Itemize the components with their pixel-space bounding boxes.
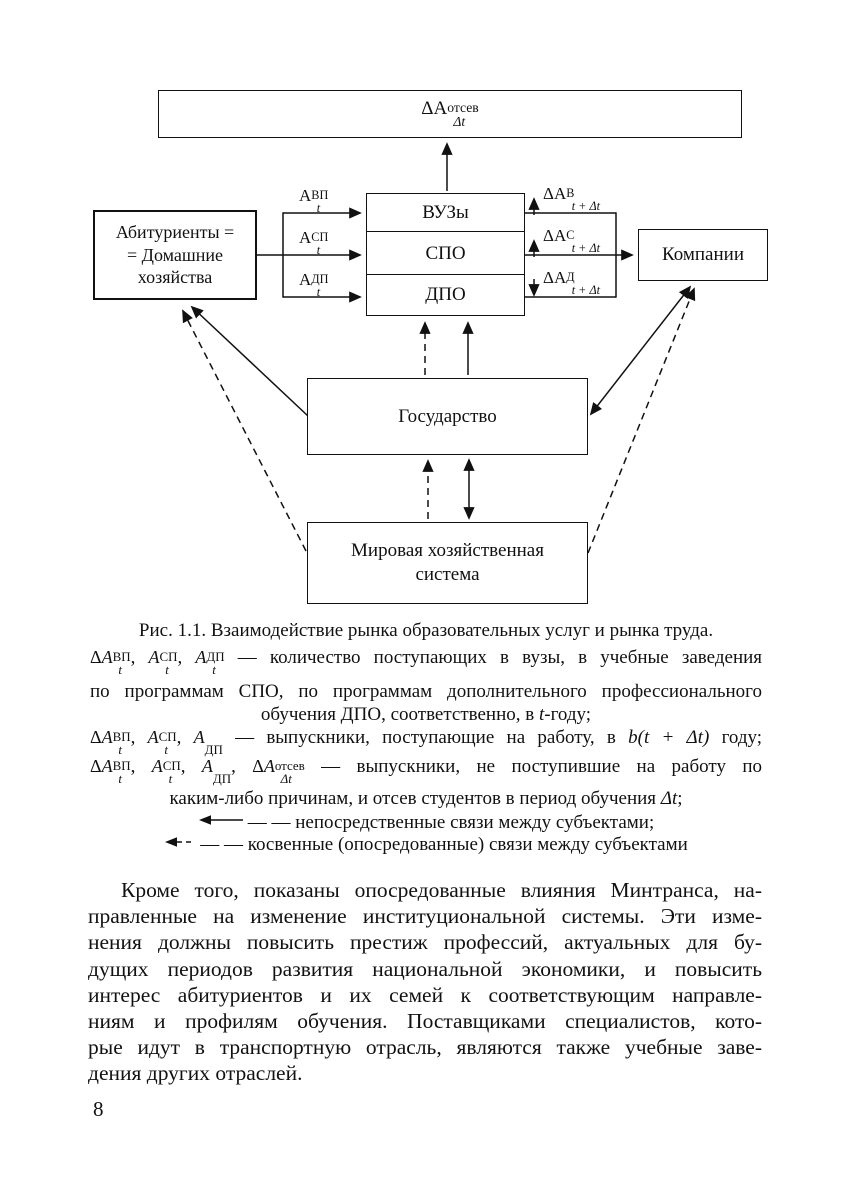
arrow-state-to-applicants <box>192 307 308 416</box>
legend-line-3: обучения ДПО, соответственно, в t-году; <box>260 704 592 725</box>
paragraph-line: рые идут в транспортную отрасль, являются также учебные заве- <box>88 1035 762 1060</box>
dropout-formula: ΔA отсев Δt <box>421 98 479 130</box>
body-paragraph <box>88 877 762 1087</box>
paragraph-line: правленные на изменение институциональной системы. Эти изме- <box>88 904 762 929</box>
paragraph-line: ниям и профилям обучения. Поставщиками специалистов, кото- <box>88 1009 762 1034</box>
label-avp-t: A ВП t <box>299 186 329 215</box>
dpo-box: ДПО <box>366 274 525 316</box>
legend-line-5: ΔA ВП t , A СП t , A ДП , ΔA отсев Δt — выпускники, не поступившие на работу по <box>90 756 763 787</box>
solid-arrow-icon <box>198 814 244 826</box>
legend-line-4: ΔA ВП t , A СП t , A ДП — выпускники, поступающие на работу, в b(t + Δt) году; <box>90 727 763 758</box>
figure-caption: Рис. 1.1. Взаимодействие рынка образовательных услуг и рынка труда. <box>138 620 714 641</box>
education-stack <box>366 193 525 319</box>
applicants-line: = Домашние <box>127 244 223 265</box>
page-number: 8 <box>93 1097 104 1121</box>
dashed-arrow-world-to-applicants <box>183 311 306 551</box>
paragraph-line: Кроме того, показаны опосредованные влияния Минтранса, на- <box>121 878 762 902</box>
dashed-arrow-icon <box>164 836 196 848</box>
label-das-tdt: ΔA С t + Δt <box>543 226 601 255</box>
double-arrow-companies-state <box>591 287 690 414</box>
applicants-line: хозяйства <box>137 267 213 288</box>
label-dav-tdt: ΔA В t + Δt <box>543 184 601 213</box>
legend-line-6: каким-либо причинам, и отсев студентов в период обучения Δt; <box>169 788 683 809</box>
world-economy-box: Мировая хозяйственная система <box>307 522 588 604</box>
spo-box: СПО <box>366 231 525 275</box>
applicants-box <box>93 210 257 300</box>
label-dad-tdt: ΔA Д t + Δt <box>543 268 601 297</box>
label-adp-t: A ДП t <box>299 270 329 299</box>
state-box: Государство <box>307 378 588 455</box>
legend-line-1: ΔA ВП t , A СП t , A ДП t — количество поступающих в вузы, в учебные заведения <box>90 647 763 678</box>
vuzy-box: ВУЗы <box>366 193 525 233</box>
legend-line-2: по программам СПО, по программам дополнительного профессионального <box>90 681 762 702</box>
dropout-box <box>158 90 742 138</box>
applicants-line: Абитуриенты = <box>115 222 235 243</box>
paragraph-line: интерес абитуриентов и их семей к соответствующим направле- <box>88 982 762 1007</box>
companies-box: Компании <box>638 229 768 281</box>
paragraph-line: нения должны повысить престиж профессий, актуальных для бу- <box>88 930 762 955</box>
paragraph-line: дения других отраслей. <box>88 1061 303 1086</box>
label-asp-t: A СП t <box>299 228 329 257</box>
dashed-arrow-world-to-companies <box>588 289 694 553</box>
paragraph-line: дущих периодов развития национальной экономики, и повысить <box>88 956 762 981</box>
legend-line-7: — — непосредственные связи между субъектами; <box>90 812 762 835</box>
legend-line-8: — — косвенные (опосредованные) связи между субъектами <box>90 834 762 857</box>
